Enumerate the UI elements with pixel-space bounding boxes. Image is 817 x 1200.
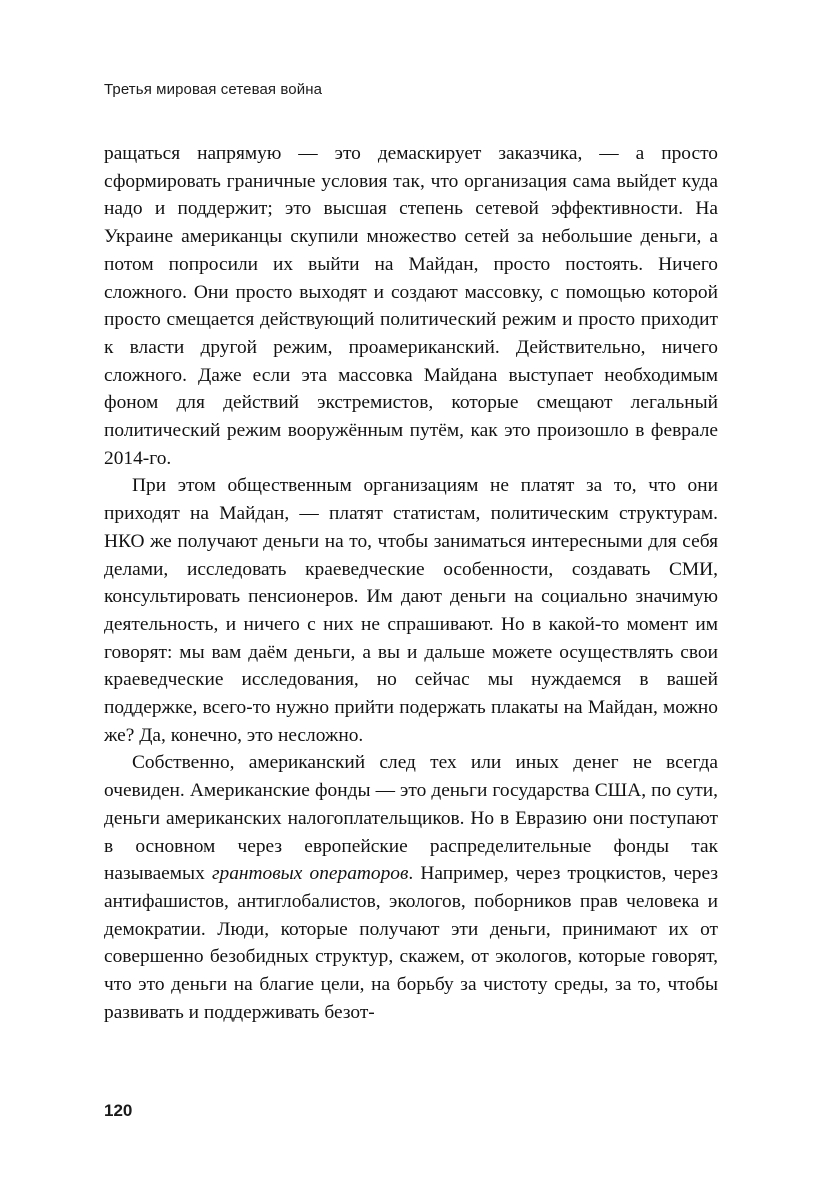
page-number: 120 — [104, 1101, 133, 1120]
text-segment: ращаться напрямую — это демаскирует заказчика, — а просто сформировать граничные условия так, что организация сама выйдет куда надо и поддержит; это высшая степень сетевой эффективности. На Украине американцы скупили множество сетей за небольшие деньги, а потом попросили их выйти на Майдан, просто постоять. Ничего сложного. Они просто выходят и создают массовку, с помощью которой просто смещается действующий политический режим и просто приходит к власти другой режим, проамериканский. Действительно, ничего сложного. Даже если эта массовка Майдана выступает необходимым фоном для действий экстремистов, которые смещают легальный политический режим вооружённым путём, как это произошло в феврале 2014-го. — [104, 143, 718, 469]
running-header: Третья мировая сетевая война — [104, 81, 323, 98]
text-segment: Собственно, американский след тех или иных денег не всегда очевиден. Американские фонды — это деньги государства США, по сути, деньги американских налогоплательщиков. Но в Евразию они поступают в основном через европейские распределительные фонды так называемых — [104, 752, 718, 885]
body-text — [104, 140, 718, 1027]
text-segment: При этом общественным организациям не платят за то, что они приходят на Майдан, — платят статистам, политическим структурам. НКО же получают деньги на то, чтобы заниматься интересными для себя делами, исследовать краеведческие особенности, создавать СМИ, консультировать пенсионеров. Им дают деньги на социально значимую деятельность, и ничего с них не спрашивают. Но в какой-то момент им говорят: мы вам даём деньги, а вы и дальше можете осуществлять свои краеведческие исследования, но сейчас мы нуждаемся в вашей поддержке, всего-то нужно прийти подержать плакаты на Майдан, можно же? Да, конечно, это несложно. — [104, 475, 718, 746]
paragraph — [104, 749, 718, 1026]
paragraph — [104, 140, 718, 472]
paragraph — [104, 472, 718, 749]
italic-text-segment: грантовых операторов — [211, 863, 409, 885]
text-segment: . Например, через троцкистов, через антифашистов, антиглобалистов, экологов, поборников прав человека и демократии. Люди, которые получают эти деньги, принимают их от совершенно безобидных структур, скажем, от экологов, которые говорят, что это деньги на благие цели, на борьбу за чистоту среды, за то, чтобы развивать и поддерживать безот- — [104, 863, 719, 1023]
